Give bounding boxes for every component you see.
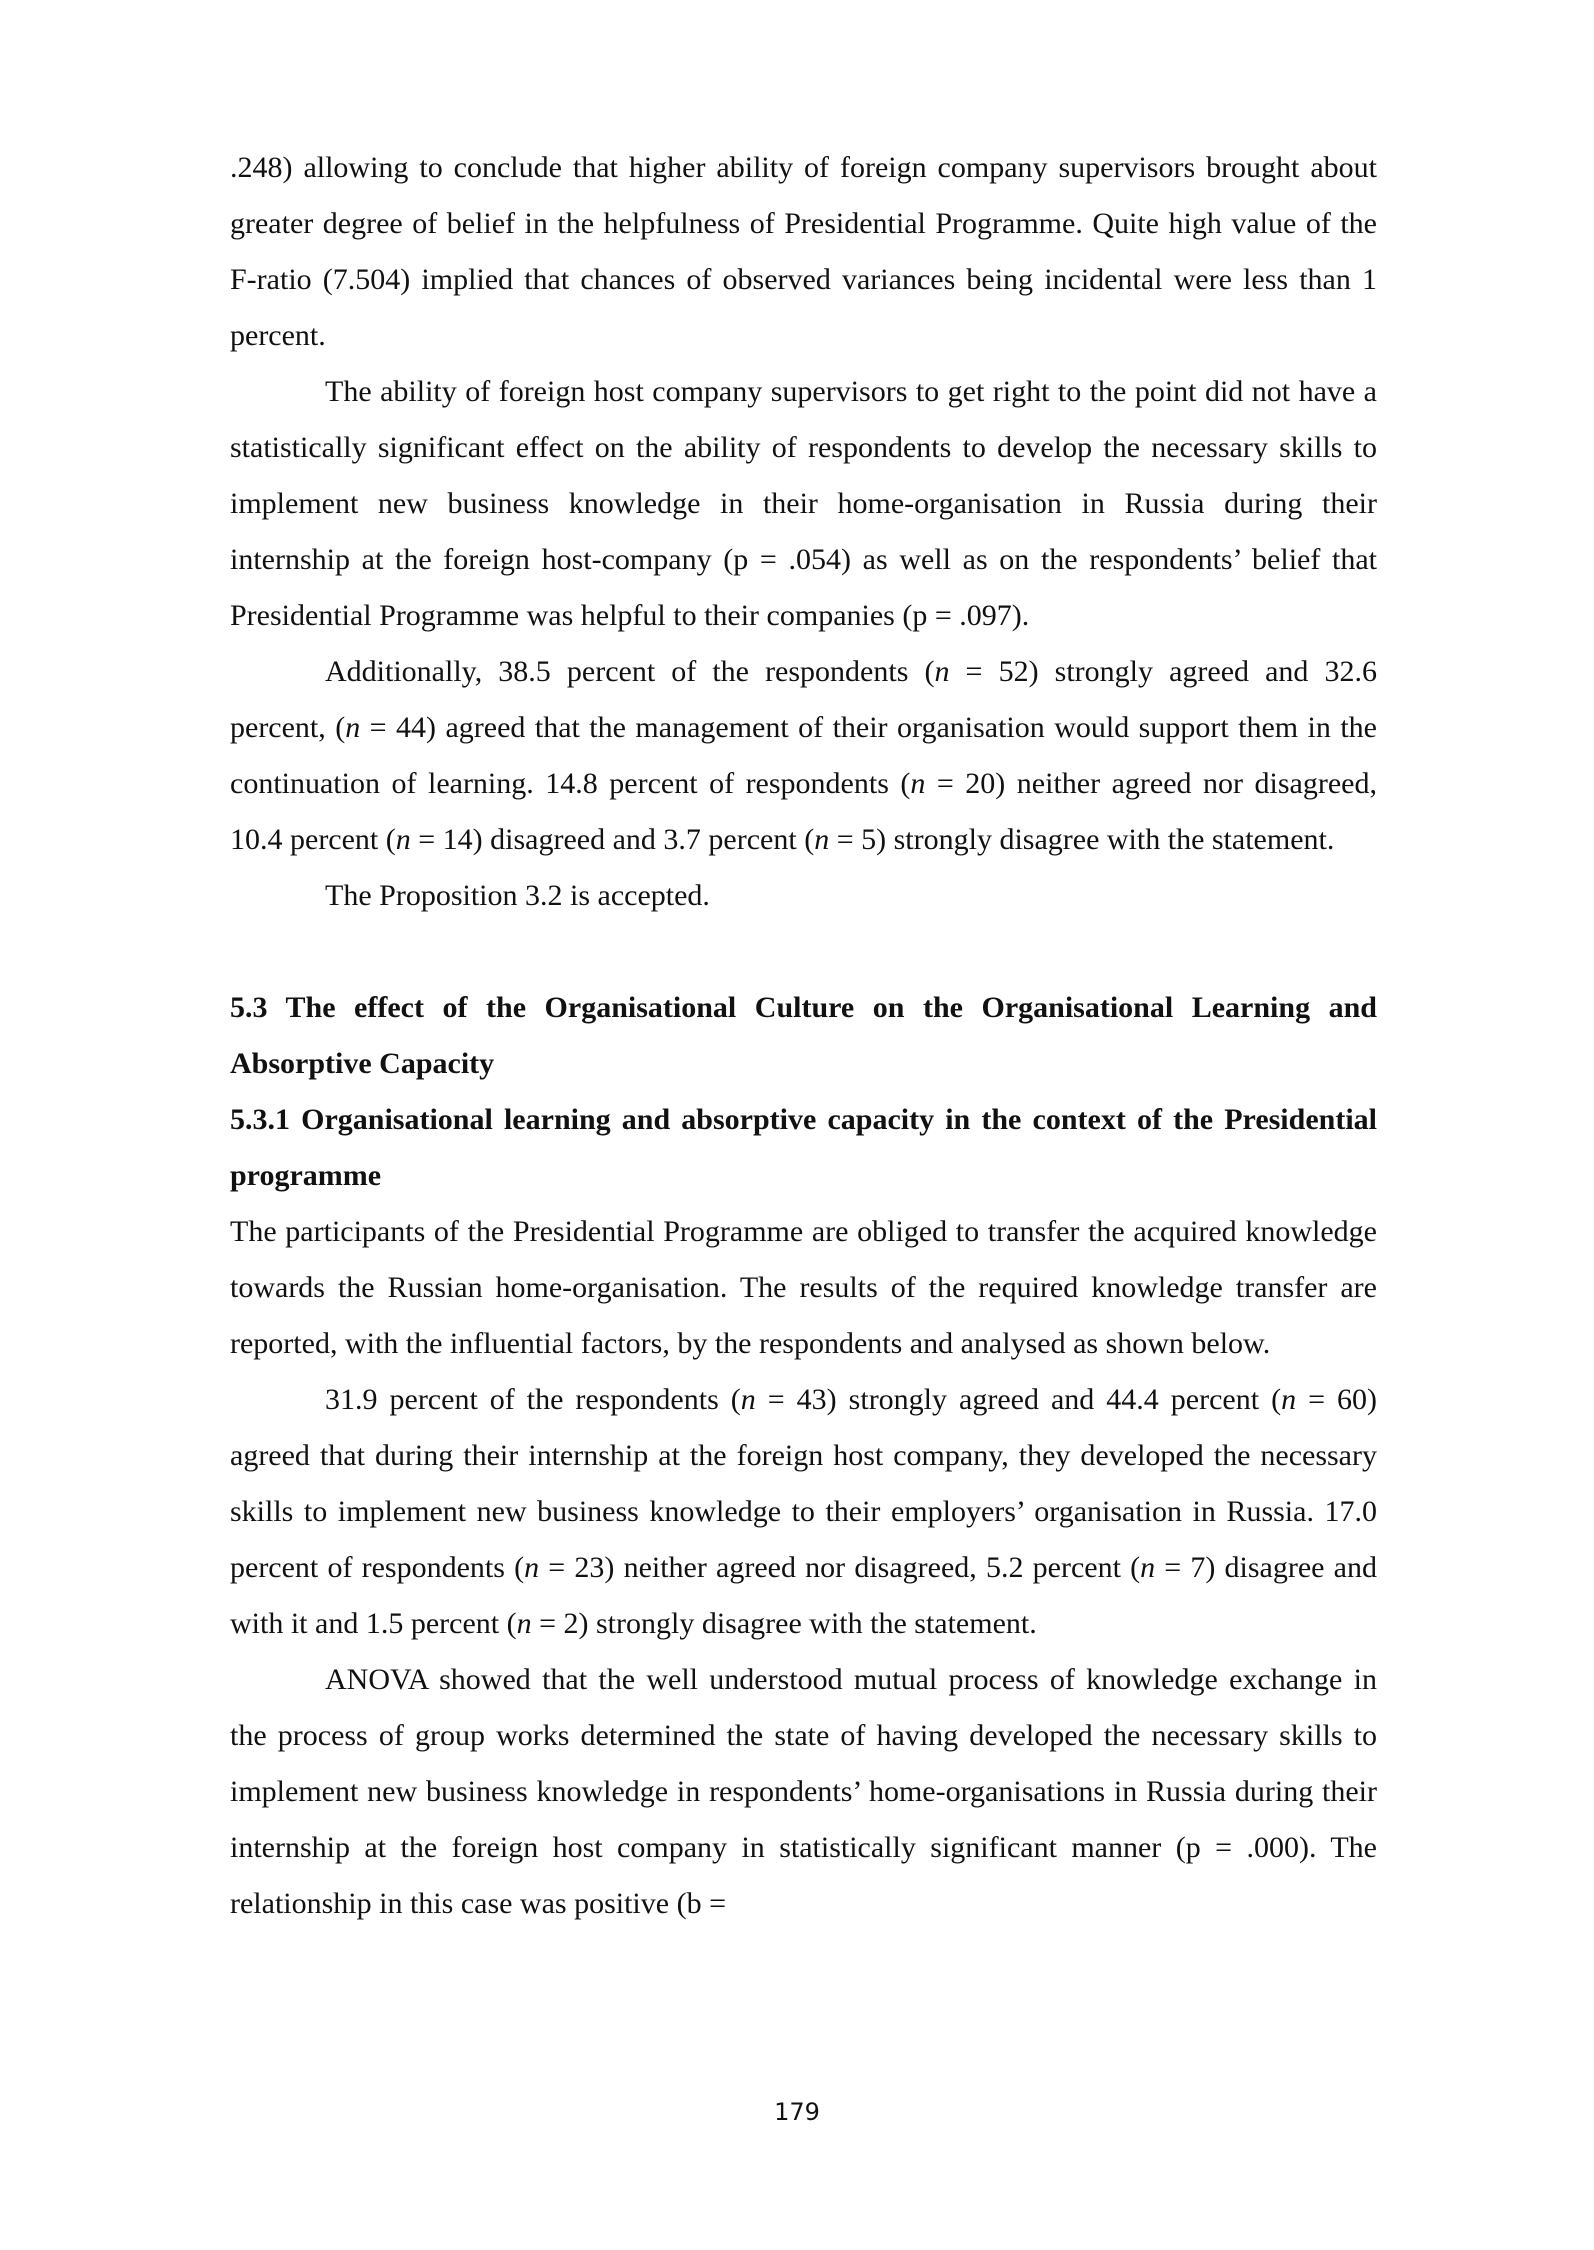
paragraph-3 — [230, 644, 1377, 868]
text-span: = 2) strongly disagree with the statement. — [531, 1607, 1037, 1640]
n-symbol: n — [814, 823, 830, 856]
page-body — [230, 140, 1377, 1932]
paragraph-5: The participants of the Presidential Programme are obliged to transfer the acquired knowledge towards the Russian home-organisation. The results of the required knowledge transfer are reported, with the influential factors, by the respondents and analysed as shown below. — [230, 1215, 1377, 1360]
n-symbol: n — [1281, 1383, 1297, 1416]
text-span: = 60) agreed that during their internship at the foreign host company, they developed the necessary skills to implement new business knowledge to their employers’ organisation in Russia. 17.0 percent of respondents ( — [230, 1383, 1377, 1584]
paragraph-4: The Proposition 3.2 is accepted. — [325, 879, 710, 912]
text-span: = 43) strongly agreed and 44.4 percent ( — [755, 1383, 1282, 1416]
text-span: Additionally, 38.5 percent of the respondents ( — [325, 655, 935, 688]
n-symbol: n — [934, 655, 950, 688]
subsection-heading: 5.3.1 Organisational learning and absorptive capacity in the context of the Presidential programme — [230, 1103, 1377, 1192]
text-span: = 20) neither agreed nor disagreed, 10.4 percent ( — [230, 767, 1377, 856]
n-symbol: n — [1140, 1551, 1156, 1584]
paragraph-7: ANOVA showed that the well understood mutual process of knowledge exchange in the process of group works determined the state of having developed the necessary skills to implement new business knowledge in respondents’ home-organisations in Russia during their internship at the foreign host company in statistically significant manner (p = .000). The relationship in this case was positive (b = — [230, 1663, 1377, 1920]
n-symbol: n — [345, 711, 361, 744]
n-symbol: n — [740, 1383, 756, 1416]
text-span: = 5) strongly disagree with the statement. — [829, 823, 1335, 856]
text-span: = 7) disagree and with it and 1.5 percent ( — [230, 1551, 1377, 1640]
text-span: = 52) strongly agreed and 32.6 percent, ( — [230, 655, 1378, 744]
n-symbol: n — [524, 1551, 540, 1584]
n-symbol: n — [516, 1607, 532, 1640]
text-span: = 44) agreed that the management of their organisation would support them in the continuation of learning. 14.8 percent of respondents ( — [230, 711, 1377, 800]
paragraph-1: .248) allowing to conclude that higher ability of foreign company supervisors brought about greater degree of belief in the helpfulness of Presidential Programme. Quite high value of the F-ratio (7.504) implied that chances of observed variances being incidental were less than 1 percent. — [230, 151, 1377, 352]
page-number: 179 — [774, 2098, 820, 2126]
text-span: = 23) neither agreed nor disagreed, 5.2 percent ( — [539, 1551, 1141, 1584]
section-heading: 5.3 The effect of the Organisational Culture on the Organisational Learning and Absorptive Capacity — [230, 991, 1377, 1080]
paragraph-2: The ability of foreign host company supervisors to get right to the point did not have a statistically significant effect on the ability of respondents to develop the necessary skills to implement new business knowledge in their home-organisation in Russia during their internship at the foreign host-company (p = .054) as well as on the respondents’ belief that Presidential Programme was helpful to their companies (p = .097). — [230, 375, 1377, 632]
text-span: 31.9 percent of the respondents ( — [325, 1383, 741, 1416]
paragraph-6 — [230, 1372, 1377, 1652]
text-span: = 14) disagreed and 3.7 percent ( — [410, 823, 815, 856]
n-symbol: n — [910, 767, 926, 800]
n-symbol: n — [395, 823, 411, 856]
section-gap — [230, 924, 1377, 980]
